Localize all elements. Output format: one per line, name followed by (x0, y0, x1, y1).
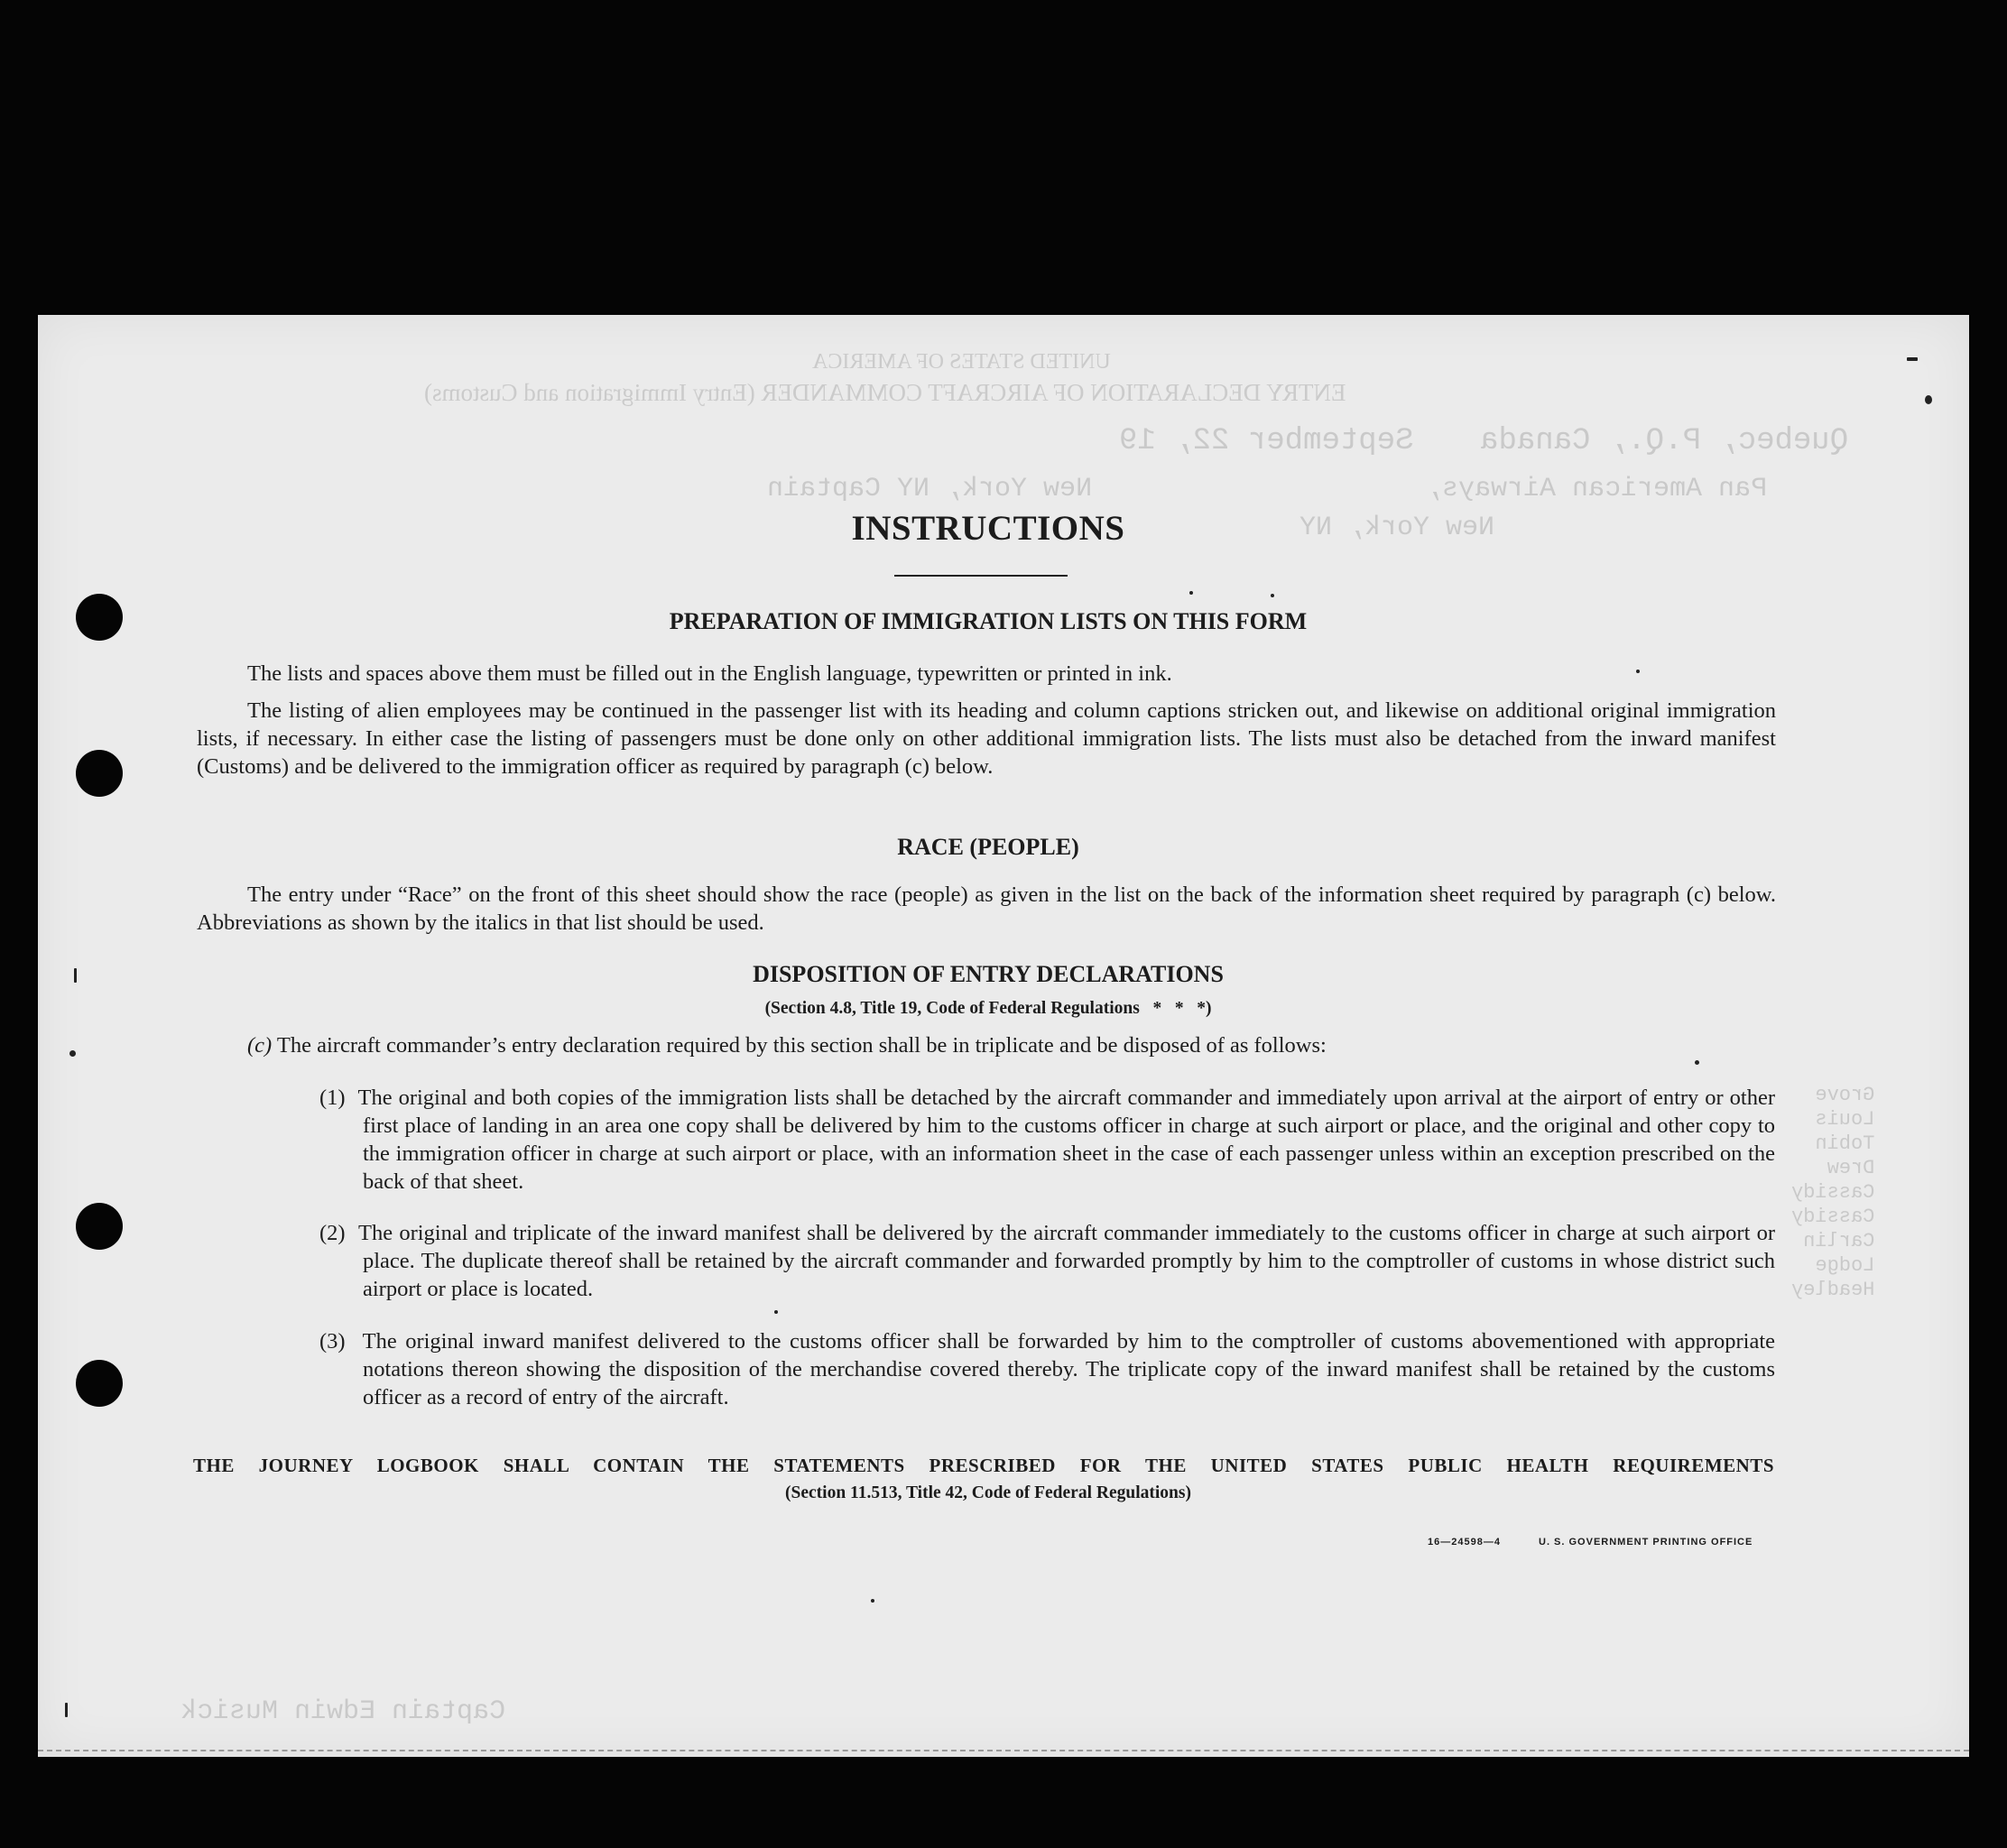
speck (1907, 357, 1918, 361)
perforated-edge (38, 1750, 1969, 1751)
bleed-through-text: New York, NY Captain (767, 474, 1093, 504)
preparation-heading: PREPARATION OF IMMIGRATION LISTS ON THIS FORM (669, 608, 1308, 634)
punch-hole (76, 1203, 123, 1250)
disposition-item-1-number: (1) (319, 1086, 346, 1110)
disposition-heading: DISPOSITION OF ENTRY DECLARATIONS (753, 961, 1224, 987)
public-health-citation: (Section 11.513, Title 42, Code of Federal Regulations) (785, 1483, 1191, 1502)
disposition-item-3 (295, 1327, 1775, 1411)
printer-imprint: U. S. GOVERNMENT PRINTING OFFICE (1539, 1537, 1753, 1548)
bleed-through-text: Quebec, P.Q., Canada (1480, 424, 1849, 458)
bleed-through-text: Captain Edwin Musick (180, 1696, 506, 1727)
bleed-through-text: September 22, 19 (1119, 424, 1414, 458)
preparation-paragraph-2 (197, 697, 1776, 781)
punch-hole (76, 750, 123, 797)
title-rule (894, 575, 1068, 577)
disposition-intro-label: (c) (247, 1033, 273, 1058)
disposition-item-1 (295, 1084, 1775, 1196)
race-paragraph (197, 881, 1776, 937)
disposition-item-1-body: The original and both copies of the immigration lists shall be detached by the aircraft commander and immediately upon arrival at the airport of entry or other first place of landing in an area one copy shall be delivered by him to the customs officer in charge at such airport or place, and the original and other copy to the immigration officer in charge at such airport or place, with an information sheet in the case of each passenger unless within an exception prescribed on the back of that sheet. (357, 1086, 1775, 1194)
speck (1271, 594, 1274, 597)
speck (871, 1599, 874, 1603)
race-heading: RACE (PEOPLE) (897, 834, 1079, 860)
page-title: INSTRUCTIONS (851, 509, 1125, 548)
speck (1695, 1060, 1699, 1065)
bleed-through-text: ENTRY DECLARATION OF AIRCRAFT COMMANDER (Entry Immigration and Customs) (424, 379, 1346, 406)
speck (69, 1050, 76, 1057)
form-code: 16—24598—4 (1428, 1537, 1501, 1548)
disposition-intro (247, 1031, 1781, 1059)
disposition-item-2-text (295, 1219, 1775, 1303)
disposition-item-2-body: The original and triplicate of the inward manifest shall be delivered by the aircraft commander immediately to the customs officer in charge at such airport or place. The duplicate thereof shall be retained by the aircraft commander and forwarded promptly by him to the comptroller of customs in whose district such airport or place is located. (358, 1221, 1775, 1301)
speck (774, 1310, 778, 1314)
disposition-item-3-text (295, 1327, 1775, 1411)
speck (65, 1703, 68, 1717)
disposition-item-2-number: (2) (319, 1221, 346, 1245)
punch-hole (76, 1360, 123, 1407)
bleed-through-text: Pan American Airways, (1426, 474, 1768, 504)
disposition-item-2 (295, 1219, 1775, 1303)
preparation-paragraph-1-text: The lists and spaces above them must be filled out in the English language, typewritten or printed in ink. (247, 661, 1172, 686)
disposition-item-1-text (295, 1084, 1775, 1196)
disposition-item-3-number: (3) (319, 1329, 346, 1354)
speck (1925, 395, 1932, 404)
bleed-through-text: UNITED STATES OF AMERICA (812, 350, 1111, 374)
disposition-item-3-body: The original inward manifest delivered to the customs officer shall be forwarded by him to the comptroller of customs abovementioned with appropriate notations thereon showing the disposition of the merchandise covered thereby. The triplicate copy of the inward manifest shall be retained by the customs officer as a record of entry of the aircraft. (362, 1329, 1776, 1409)
bleed-through-text: New York, NY (1299, 513, 1495, 543)
preparation-paragraph-2-text: The listing of alien employees may be continued in the passenger list with its heading and column captions stricken out, and likewise on additional original immigration lists, if necessary. In either case the listing of passengers must be done only on other additional immigration lists. The lists must also be detached from the inward manifest (Customs) and be delivered to the immigration officer as required by paragraph (c) below. (197, 698, 1776, 779)
race-paragraph-text: The entry under “Race” on the front of this sheet should show the race (people) as given in the list on the back of the information sheet required by paragraph (c) below. Abbreviations as shown by the italics in that list should be used. (197, 882, 1776, 935)
disposition-citation: (Section 4.8, Title 19, Code of Federal Regulations * * *) (764, 999, 1212, 1018)
disposition-intro-text: The aircraft commander’s entry declaration required by this section shall be in triplicate and be disposed of as follows: (276, 1033, 1327, 1058)
speck (1189, 591, 1193, 595)
public-health-statement: THE JOURNEY LOGBOOK SHALL CONTAIN THE STATEMENTS PRESCRIBED FOR THE UNITED STATES PUBLIC HEALTH REQUIREMENTS (193, 1455, 1774, 1476)
bleed-through-text: Grove Louis Tobin Drew Cassidy Cassidy Carlin Lodge Headley (1791, 1084, 1875, 1301)
preparation-paragraph-1 (197, 660, 1776, 688)
